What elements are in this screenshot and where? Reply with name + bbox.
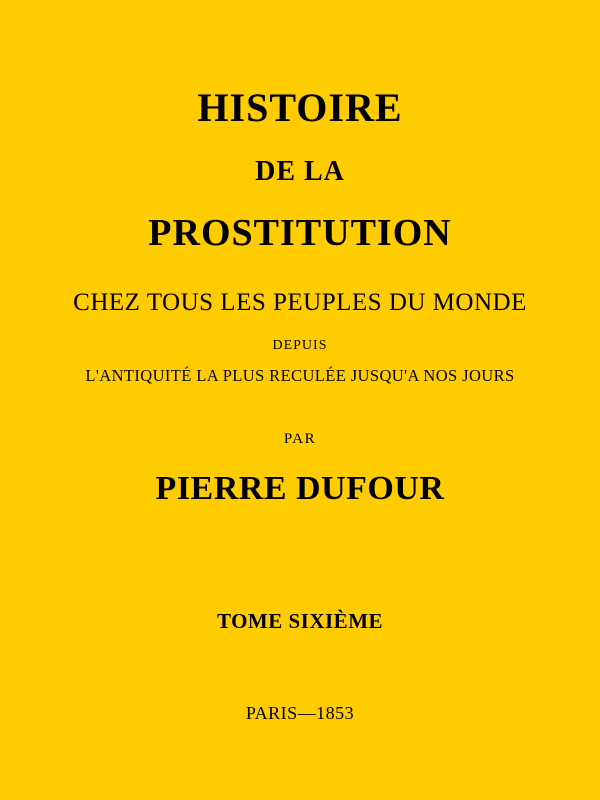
author-name: PIERRE DUFOUR [155, 469, 445, 507]
page-title-line-3: PROSTITUTION [148, 212, 452, 254]
subtitle-line-1: CHEZ TOUS LES PEUPLES DU MONDE [73, 289, 527, 316]
subtitle-line-2: L'ANTIQUITÉ LA PLUS RECULÉE JUSQU'A NOS JOURS [85, 366, 515, 385]
volume-label: TOME SIXIÈME [216, 608, 384, 633]
byline-par: PAR [283, 430, 317, 447]
page-title-line-1: HISTOIRE [197, 85, 403, 130]
page-title-line-2: DE LA [255, 156, 345, 187]
imprint-line: PARIS—1853 [245, 702, 355, 723]
subtitle-depuis: DEPUIS [272, 338, 328, 353]
